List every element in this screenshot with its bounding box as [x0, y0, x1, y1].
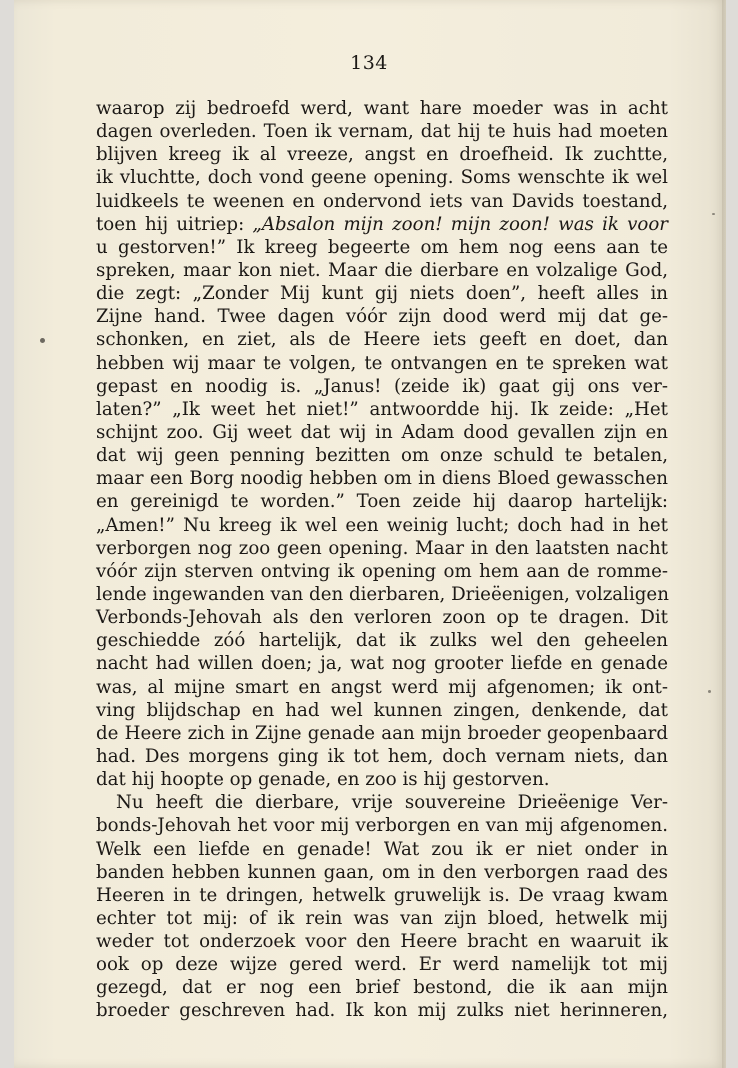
- text-line: broeder geschreven had. Ik kon mij zulks niet herinneren,: [96, 1000, 668, 1022]
- text-line: vóór zijn sterven ontving ik opening om hem aan de romme-: [96, 560, 668, 582]
- text-line: ik vluchtte, doch vond geene opening. Soms wenschte ik wel: [96, 167, 668, 189]
- text-run: toen hij uitriep:: [96, 213, 253, 235]
- text-line: ving blijdschap en had wel kunnen zingen, denkende, dat: [96, 699, 668, 721]
- text-line: schonken, en ziet, als de Heere iets geeft en doet, dan: [96, 329, 668, 351]
- text-line: schijnt zoo. Gij weet dat wij in Adam dood gevallen zijn en: [96, 421, 668, 443]
- paragraph-start-line: Nu heeft die dierbare, vrije souvereine Drieëenige Ver-: [116, 792, 668, 814]
- text-line: Welk een liefde en genade! Wat zou ik er niet onder in: [96, 838, 668, 860]
- text-line: blijven kreeg ik al vreeze, angst en droefheid. Ik zuchtte,: [96, 144, 668, 166]
- text-line: hebben wij maar te volgen, te ontvangen en te spreken wat: [96, 352, 668, 374]
- paragraph-end-line: dat hij hoopte op genade, en zoo is hij gestorven.: [96, 769, 550, 791]
- text-line: banden hebben kunnen gaan, om in den verborgen raad des: [96, 861, 668, 883]
- text-line: ook op deze wijze gered werd. Er werd namelijk tot mij: [96, 954, 668, 976]
- text-line: luidkeels te weenen en ondervond iets van Davids toestand,: [96, 190, 668, 212]
- text-line: Zijne hand. Twee dagen vóór zijn dood werd mij dat ge-: [96, 306, 668, 328]
- text-line: Heeren in te dringen, hetwelk gruwelijk is. De vraag kwam: [96, 884, 668, 906]
- text-line-with-quote: [96, 213, 668, 236]
- ink-speck: [708, 690, 711, 693]
- ink-speck: [712, 213, 715, 215]
- page-fold-shadow: [722, 0, 726, 1068]
- text-line: spreken, maar kon niet. Maar die dierbare en volzalige God,: [96, 259, 668, 281]
- text-line: echter tot mij: of ik rein was van zijn bloed, hetwelk mij: [96, 907, 668, 929]
- body-text: [96, 97, 668, 1023]
- italic-quote: „Absalon mijn zoon! mijn zoon! was ik voor: [252, 213, 668, 235]
- text-line: weder tot onderzoek voor den Heere bracht en waaruit ik: [96, 931, 668, 953]
- text-line: waarop zij bedroefd werd, want hare moeder was in acht: [96, 98, 668, 119]
- text-line: gezegd, dat er nog een brief bestond, die ik aan mijn: [96, 977, 668, 999]
- text-line: gepast en noodig is. „Janus! (zeide ik) gaat gij ons ver-: [96, 375, 668, 397]
- text-line: maar een Borg noodig hebben om in diens Bloed gewasschen: [96, 468, 668, 490]
- text-line: de Heere zich in Zijne genade aan mijn broeder geopenbaard: [96, 722, 668, 744]
- text-line: u gestorven!” Ik kreeg begeerte om hem nog eens aan te: [96, 236, 668, 258]
- text-line: Verbonds-Jehovah als den verloren zoon op te dragen. Dit: [96, 607, 668, 629]
- text-line: dagen overleden. Toen ik vernam, dat hij te huis had moeten: [96, 121, 668, 143]
- text-line: „Amen!” Nu kreeg ik wel een weinig lucht; doch had in het: [96, 514, 668, 536]
- ink-speck: [40, 338, 45, 343]
- page-number: 134: [350, 52, 388, 74]
- text-line: was, al mijne smart en angst werd mij afgenomen; ik ont-: [96, 676, 668, 698]
- text-line: geschiedde zóó hartelijk, dat ik zulks wel den geheelen: [96, 630, 668, 652]
- text-line: en gereinigd te worden.” Toen zeide hij daarop hartelijk:: [96, 491, 668, 513]
- text-line: had. Des morgens ging ik tot hem, doch vernam niets, dan: [96, 745, 668, 767]
- text-line: dat wij geen penning bezitten om onze schuld te betalen,: [96, 445, 668, 467]
- text-line: nacht had willen doen; ja, wat nog grooter liefde en genade: [96, 653, 668, 675]
- text-line: lende ingewanden van den dierbaren, Drieëenigen, volzaligen: [96, 583, 669, 605]
- text-line: laten?” „Ik weet het niet!” antwoordde hij. Ik zeide: „Het: [96, 398, 668, 420]
- text-line: verborgen nog zoo geen opening. Maar in den laatsten nacht: [96, 537, 668, 559]
- text-line: bonds-Jehovah het voor mij verborgen en van mij afgenomen.: [96, 815, 668, 837]
- text-line: die zegt: „Zonder Mij kunt gij niets doen”, heeft alles in: [96, 283, 668, 305]
